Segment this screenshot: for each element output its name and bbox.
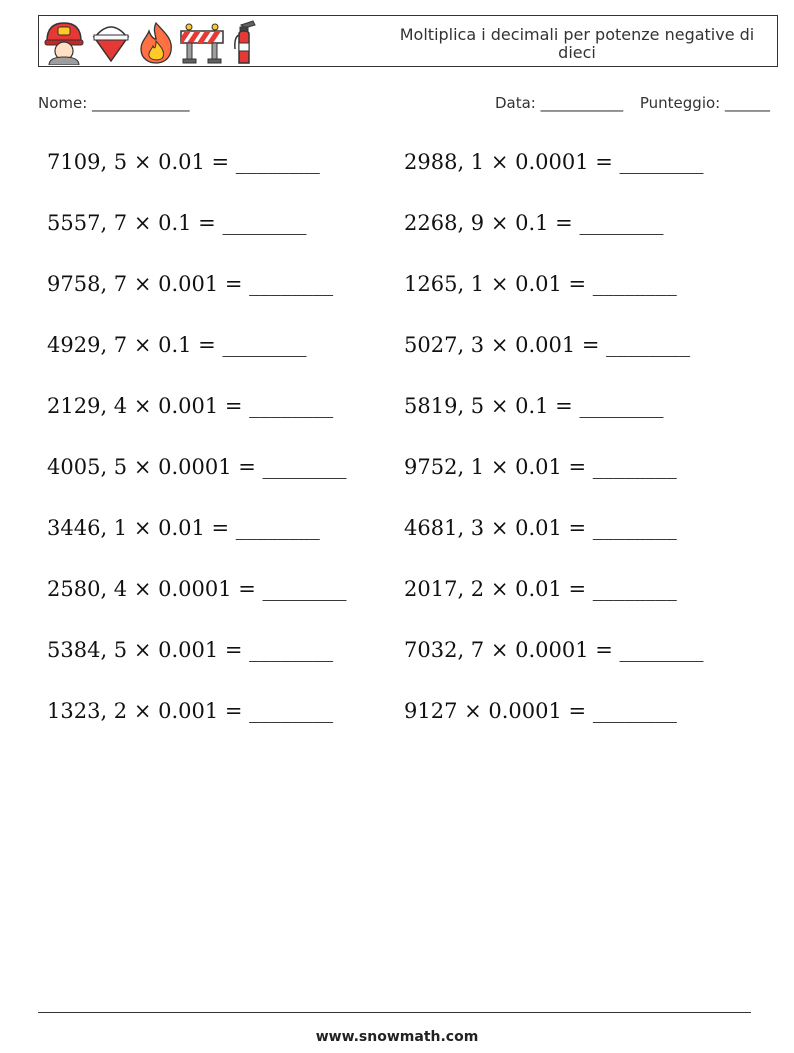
worksheet-title: Moltiplica i decimali per potenze negative di dieci bbox=[399, 25, 755, 62]
problem-item: 5384, 5 × 0.001 = ________ bbox=[47, 638, 334, 662]
problem-item: 3446, 1 × 0.01 = ________ bbox=[47, 516, 320, 540]
header-box bbox=[38, 15, 778, 67]
problem-item: 2580, 4 × 0.0001 = ________ bbox=[47, 577, 347, 601]
problem-item: 9752, 1 × 0.01 = ________ bbox=[404, 455, 677, 479]
problem-item: 4929, 7 × 0.1 = ________ bbox=[47, 333, 307, 357]
problem-item: 4681, 3 × 0.01 = ________ bbox=[404, 516, 677, 540]
fire-bucket-icon bbox=[91, 19, 131, 65]
problem-item: 7109, 5 × 0.01 = ________ bbox=[47, 150, 320, 174]
date-field: Data: ___________ bbox=[494, 94, 624, 112]
problem-item: 2129, 4 × 0.001 = ________ bbox=[47, 394, 334, 418]
footer-url: www.snowmath.com bbox=[315, 1029, 479, 1045]
road-barrier-icon bbox=[179, 19, 225, 65]
problem-item: 5819, 5 × 0.1 = ________ bbox=[404, 394, 664, 418]
fire-icon bbox=[137, 19, 175, 65]
problem-item: 7032, 7 × 0.0001 = ________ bbox=[404, 638, 704, 662]
problem-item: 2268, 9 × 0.1 = ________ bbox=[404, 211, 664, 235]
footer-divider bbox=[38, 1012, 751, 1013]
problem-item: 5557, 7 × 0.1 = ________ bbox=[47, 211, 307, 235]
date-score-fields bbox=[483, 94, 770, 112]
firefighter-icon bbox=[43, 19, 85, 65]
problem-item: 2017, 2 × 0.01 = ________ bbox=[404, 577, 677, 601]
problem-item: 1323, 2 × 0.001 = ________ bbox=[47, 699, 334, 723]
name-field: Nome: _____________ bbox=[38, 94, 190, 112]
fire-extinguisher-icon bbox=[231, 19, 259, 65]
score-field: Punteggio: ______ bbox=[639, 94, 770, 112]
problem-item: 1265, 1 × 0.01 = ________ bbox=[404, 272, 677, 296]
problem-item: 9758, 7 × 0.001 = ________ bbox=[47, 272, 334, 296]
problem-item: 9127 × 0.0001 = ________ bbox=[404, 699, 677, 723]
problem-item: 2988, 1 × 0.0001 = ________ bbox=[404, 150, 704, 174]
problem-item: 5027, 3 × 0.001 = ________ bbox=[404, 333, 691, 357]
problem-item: 4005, 5 × 0.0001 = ________ bbox=[47, 455, 347, 479]
